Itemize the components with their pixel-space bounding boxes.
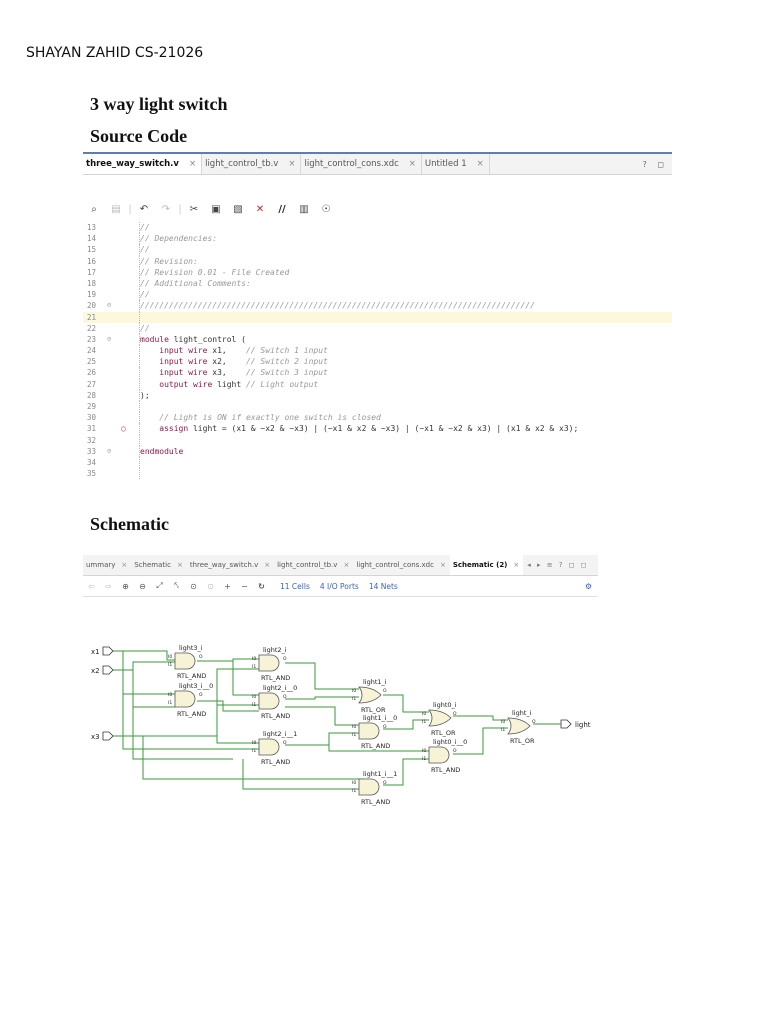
and-gate-icon[interactable] xyxy=(429,747,449,763)
line-number: 16 xyxy=(87,256,97,266)
line-number: 23 xyxy=(87,334,97,344)
toolbar-divider: | xyxy=(128,203,132,215)
pin-label: O xyxy=(383,725,387,730)
cells-count[interactable]: 11 Cells xyxy=(280,581,310,591)
code-text: assign light = (x1 & ~x2 & ~x3) | (~x1 & x2 & ~x3) | (~x1 & ~x2 & x3) | (x1 & x2 & x3); xyxy=(159,424,579,434)
line-number: 35 xyxy=(87,469,97,479)
code-line[interactable] xyxy=(83,423,672,434)
close-icon[interactable]: × xyxy=(264,561,271,569)
code-text: // Dependencies: xyxy=(140,234,218,244)
line-number: 15 xyxy=(87,245,97,255)
pin-label: I1 xyxy=(252,749,257,754)
gate-type-label: RTL_AND xyxy=(177,710,207,718)
gate-light1-i[interactable] xyxy=(352,678,387,714)
and-gate-icon[interactable] xyxy=(359,779,379,795)
code-text: input wire x3, // Switch 3 input xyxy=(159,368,328,378)
schematic-tab[interactable] xyxy=(353,555,450,575)
close-icon[interactable]: × xyxy=(188,159,197,169)
gate-name-label: light0_i xyxy=(433,701,457,709)
code-line[interactable] xyxy=(83,356,672,367)
gate-light1-i--0[interactable] xyxy=(352,714,397,750)
code-text: output wire light // Light output xyxy=(159,379,319,389)
pin-label: O xyxy=(199,655,203,660)
line-number: 20 xyxy=(87,301,97,311)
code-text: // xyxy=(140,245,150,255)
code-line[interactable] xyxy=(83,367,672,378)
pin-label: I1 xyxy=(352,733,357,738)
and-gate-icon[interactable] xyxy=(175,653,195,669)
line-number: 18 xyxy=(87,278,97,288)
output-port-icon[interactable] xyxy=(561,720,571,728)
code-text: // Light is ON if exactly one switch is closed xyxy=(159,413,381,423)
schematic-tab[interactable] xyxy=(450,555,523,575)
pin-label: O xyxy=(283,695,287,700)
and-gate-icon[interactable] xyxy=(175,691,195,707)
gate-name-label: light2_i__0 xyxy=(263,684,298,692)
pin-label: O xyxy=(453,712,457,717)
refresh-cell-icon[interactable]: ⊙ xyxy=(207,581,214,591)
pin-label: I0 xyxy=(252,741,257,746)
tab-label: ummary xyxy=(86,561,116,569)
pin-label: I1 xyxy=(352,697,357,702)
pin-label: O xyxy=(283,741,287,746)
line-number: 25 xyxy=(87,357,97,367)
paste-icon[interactable]: ▧ xyxy=(233,203,243,215)
pin-label: I1 xyxy=(168,701,173,706)
line-number: 17 xyxy=(87,267,97,277)
tab-label: light_control_tb.v xyxy=(205,159,279,169)
input-port-label: x1 xyxy=(91,648,100,656)
gate-light-i[interactable] xyxy=(501,709,536,745)
line-number: 27 xyxy=(87,379,97,389)
bulb-icon[interactable]: ☉ xyxy=(321,203,331,215)
code-line[interactable] xyxy=(83,345,672,356)
copy-icon[interactable]: ▣ xyxy=(211,203,221,215)
code-line[interactable] xyxy=(83,457,672,468)
gate-light2-i--1[interactable] xyxy=(252,730,297,766)
editor-tab[interactable] xyxy=(83,154,202,174)
code-line[interactable] xyxy=(83,222,672,233)
pin-label: O xyxy=(283,657,287,662)
gutter-divider xyxy=(139,312,140,323)
line-number: 19 xyxy=(87,290,97,300)
add-icon[interactable]: + xyxy=(224,581,231,591)
code-text: // Revision: xyxy=(140,256,198,266)
schematic-screenshot xyxy=(83,555,598,815)
editor-tab[interactable] xyxy=(202,154,301,174)
gutter-divider xyxy=(139,468,140,479)
code-line[interactable] xyxy=(83,267,672,278)
input-port-label: x3 xyxy=(91,733,100,741)
gate-name-label: light2_i__1 xyxy=(263,730,298,738)
circuit-diagram xyxy=(83,599,598,815)
gate-type-label: RTL_OR xyxy=(510,737,535,745)
schematic-toolbar xyxy=(83,576,598,597)
code-line[interactable] xyxy=(83,278,672,289)
comment-icon[interactable]: // xyxy=(278,203,286,215)
gate-name-label: light2_i xyxy=(263,646,287,654)
schematic-tab-bar xyxy=(83,555,598,576)
code-text: // xyxy=(140,223,150,232)
pin-label: O xyxy=(532,720,536,725)
code-line[interactable] xyxy=(83,244,672,255)
gate-name-label: light3_i xyxy=(179,644,203,652)
close-icon[interactable]: × xyxy=(121,561,128,569)
pin-label: I1 xyxy=(422,757,427,762)
close-icon[interactable]: × xyxy=(513,561,520,569)
code-line[interactable] xyxy=(83,379,672,390)
save-icon[interactable]: ▤ xyxy=(111,203,121,215)
columns-icon[interactable]: ▥ xyxy=(299,203,309,215)
code-text: endmodule xyxy=(140,446,184,456)
code-line[interactable] xyxy=(83,256,672,267)
cut-icon[interactable]: ✂ xyxy=(189,203,199,215)
pin-label: O xyxy=(383,689,387,694)
editor-tab-bar xyxy=(83,154,672,175)
line-number: 21 xyxy=(87,312,97,322)
pin-label: I1 xyxy=(501,728,506,733)
gate-name-label: light1_i__0 xyxy=(363,714,398,722)
pin-label: O xyxy=(383,781,387,786)
code-line[interactable] xyxy=(83,401,672,412)
fold-icon[interactable]: ⊝ xyxy=(107,301,112,310)
code-line[interactable] xyxy=(83,233,672,244)
code-area[interactable] xyxy=(83,222,672,479)
or-gate-icon[interactable] xyxy=(359,687,381,703)
and-gate-icon[interactable] xyxy=(259,655,279,671)
schematic-tab[interactable] xyxy=(274,555,353,575)
close-icon[interactable]: × xyxy=(343,561,350,569)
gear-icon[interactable]: ⚙ xyxy=(584,581,592,591)
gate-type-label: RTL_AND xyxy=(361,742,391,750)
gutter-divider xyxy=(139,435,140,446)
and-gate-icon[interactable] xyxy=(359,723,379,739)
tab-label: Schematic xyxy=(134,561,171,569)
gate-light2-i--0[interactable] xyxy=(252,684,297,720)
gate-type-label: RTL_AND xyxy=(261,674,291,682)
close-icon[interactable]: × xyxy=(476,159,484,169)
zoom-area-icon[interactable]: ⤣ xyxy=(174,581,179,590)
code-editor-screenshot xyxy=(83,152,672,482)
gate-type-label: RTL_AND xyxy=(177,672,207,680)
gate-type-label: RTL_OR xyxy=(431,729,456,737)
editor-tab[interactable] xyxy=(301,154,421,174)
pin-label: O xyxy=(453,749,457,754)
code-text: input wire x1, // Switch 1 input xyxy=(159,346,328,356)
settings-cell-icon[interactable]: ⊙ xyxy=(190,581,197,591)
code-line[interactable] xyxy=(83,435,672,446)
back-icon[interactable]: ⇦ xyxy=(88,581,95,591)
redo-icon[interactable]: ↷ xyxy=(161,203,171,215)
code-line[interactable] xyxy=(83,446,672,457)
reload-icon[interactable]: ↻ xyxy=(258,581,265,591)
gutter-divider xyxy=(139,457,140,468)
code-text: // Revision 0.01 - File Created xyxy=(140,267,290,277)
close-icon[interactable]: × xyxy=(408,159,416,169)
delete-icon[interactable]: ✕ xyxy=(255,203,265,215)
close-icon[interactable]: × xyxy=(288,159,296,169)
gate-type-label: RTL_OR xyxy=(361,706,386,714)
tab-label: Schematic (2) xyxy=(452,561,508,569)
schematic-tab[interactable] xyxy=(83,555,131,575)
pin-label: I0 xyxy=(422,712,427,717)
and-gate-icon[interactable] xyxy=(259,693,279,709)
pin-label: I0 xyxy=(352,689,357,694)
gate-type-label: RTL_AND xyxy=(261,712,291,720)
gate-name-label: light1_i xyxy=(363,678,387,686)
close-icon[interactable]: × xyxy=(176,561,183,569)
gate-light0-i--0[interactable] xyxy=(422,738,467,774)
search-icon[interactable]: ⌕ xyxy=(91,203,97,215)
pin-label: I0 xyxy=(352,781,357,786)
tab-label: Untitled 1 xyxy=(424,159,467,169)
editor-toolbar xyxy=(83,200,337,218)
or-gate-icon[interactable] xyxy=(508,718,530,734)
window-controls[interactable]: ◂ ▸ ≡ ? ◻ ◻ xyxy=(527,561,589,569)
code-line[interactable] xyxy=(83,390,672,401)
tab-label: three_way_switch.v xyxy=(86,159,179,169)
schematic-tab[interactable] xyxy=(131,555,187,575)
zoom-in-icon[interactable]: ⊕ xyxy=(122,581,129,591)
undo-icon[interactable]: ↶ xyxy=(139,203,149,215)
tab-label: light_control_tb.v xyxy=(277,561,338,569)
pin-label: I0 xyxy=(252,657,257,662)
zoom-fit-icon[interactable]: ⤢ xyxy=(156,581,163,590)
line-number: 33 xyxy=(87,446,97,456)
pin-label: I1 xyxy=(252,703,257,708)
author-line: SHAYAN ZAHID CS-21026 xyxy=(26,45,204,61)
pin-label: I0 xyxy=(252,695,257,700)
pin-label: I0 xyxy=(168,655,173,660)
pin-label: I0 xyxy=(168,693,173,698)
pin-label: I1 xyxy=(422,720,427,725)
code-line[interactable] xyxy=(83,412,672,423)
fold-icon[interactable]: ⊝ xyxy=(107,334,112,343)
source-code-heading: Source Code xyxy=(90,126,188,146)
output-port-label: light xyxy=(575,721,591,729)
editor-tab[interactable] xyxy=(422,154,490,174)
line-number: 30 xyxy=(87,413,97,423)
schematic-tab[interactable] xyxy=(187,555,274,575)
nets-count[interactable]: 14 Nets xyxy=(368,581,398,591)
pin-label: I0 xyxy=(352,725,357,730)
code-text: // xyxy=(140,323,150,333)
gates xyxy=(168,644,536,806)
breakpoint-icon[interactable]: ○ xyxy=(121,424,126,434)
fold-icon[interactable]: ⊝ xyxy=(107,446,112,455)
gate-name-label: light3_i__0 xyxy=(179,682,214,690)
page-title: 3 way light switch xyxy=(90,94,228,114)
forward-icon[interactable]: ⇨ xyxy=(105,581,112,591)
gate-type-label: RTL_AND xyxy=(261,758,291,766)
line-number: 24 xyxy=(87,346,97,356)
gate-light1-i--1[interactable] xyxy=(352,770,397,806)
line-number: 32 xyxy=(87,435,97,445)
line-number: 28 xyxy=(87,390,97,400)
gutter-divider xyxy=(139,401,140,412)
line-number: 29 xyxy=(87,402,97,411)
gate-light3-i--0[interactable] xyxy=(168,682,213,718)
close-icon[interactable]: × xyxy=(439,561,446,569)
gate-name-label: light_i xyxy=(512,709,532,717)
code-line[interactable] xyxy=(83,312,672,323)
tab-label: light_control_cons.xdc xyxy=(304,159,399,169)
line-number: 22 xyxy=(87,323,97,333)
zoom-out-icon[interactable]: ⊖ xyxy=(139,581,146,591)
and-gate-icon[interactable] xyxy=(259,739,279,755)
gate-type-label: RTL_AND xyxy=(431,766,461,774)
pin-label: I0 xyxy=(422,749,427,754)
code-line[interactable] xyxy=(83,468,672,479)
code-text: input wire x2, // Switch 2 input xyxy=(159,357,328,367)
pin-label: I1 xyxy=(252,665,257,670)
gate-type-label: RTL_AND xyxy=(361,798,391,806)
code-line[interactable] xyxy=(83,289,672,300)
input-port-icon[interactable] xyxy=(103,647,113,655)
tab-label: light_control_cons.xdc xyxy=(356,561,434,569)
input-port-icon[interactable] xyxy=(103,666,113,674)
code-text: ); xyxy=(140,390,150,400)
pin-label: I0 xyxy=(501,720,506,725)
toolbar-divider: | xyxy=(178,203,182,215)
schematic-heading: Schematic xyxy=(90,514,169,534)
window-controls[interactable]: ? ◻ xyxy=(642,159,668,169)
pin-label: I1 xyxy=(168,663,173,668)
io-ports-count[interactable]: 4 I/O Ports xyxy=(319,581,359,591)
gate-name-label: light0_i__0 xyxy=(433,738,468,746)
line-number: 13 xyxy=(87,223,97,232)
pin-label: O xyxy=(199,693,203,698)
remove-icon[interactable]: − xyxy=(241,581,248,591)
input-port-icon[interactable] xyxy=(103,732,113,740)
or-gate-icon[interactable] xyxy=(429,710,451,726)
gate-light0-i[interactable] xyxy=(422,701,457,737)
code-text: ////////////////////////////////////////////////////////////////////////////////// xyxy=(140,301,535,311)
tab-label: three_way_switch.v xyxy=(189,561,259,569)
line-number: 34 xyxy=(87,457,97,467)
code-text: // Additional Comments: xyxy=(140,278,251,288)
input-port-label: x2 xyxy=(91,667,100,675)
code-text: // xyxy=(140,290,150,300)
line-number: 26 xyxy=(87,368,97,378)
pin-label: I1 xyxy=(352,789,357,794)
code-text: module light_control ( xyxy=(140,334,246,344)
gate-light2-i[interactable] xyxy=(252,646,290,682)
gate-name-label: light1_i__1 xyxy=(363,770,398,778)
code-line[interactable] xyxy=(83,300,672,311)
code-line[interactable] xyxy=(83,334,672,345)
line-number: 31 xyxy=(87,424,97,434)
code-line[interactable] xyxy=(83,323,672,334)
line-number: 14 xyxy=(87,234,97,244)
